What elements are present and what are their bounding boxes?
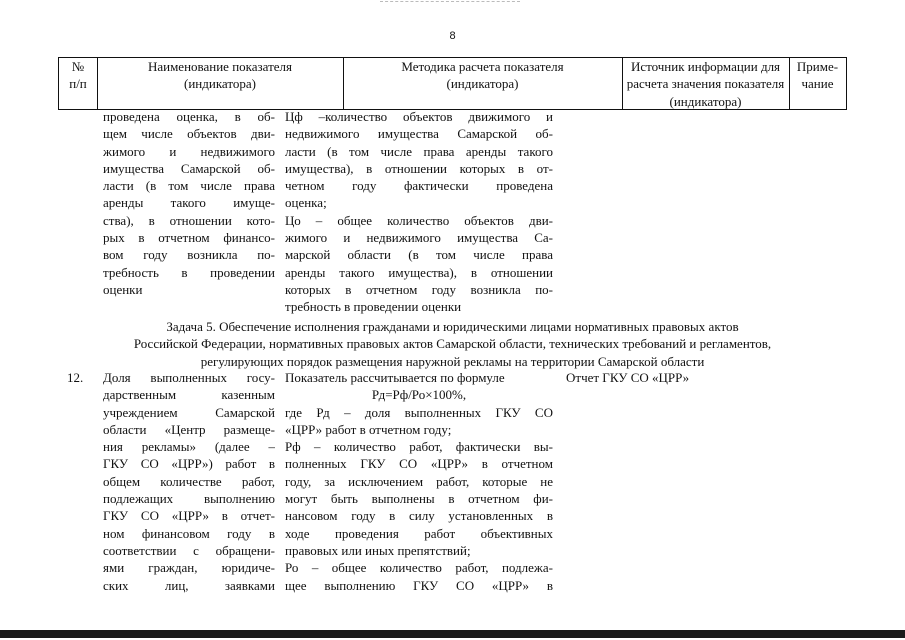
- header-source-line: расчета значения показателя: [626, 76, 785, 92]
- header-note-line: Приме-: [796, 59, 839, 74]
- row-12-number: 12.: [67, 370, 84, 385]
- text-line: которых в отчетном году возникла по-: [285, 281, 553, 297]
- table-header: [58, 57, 847, 110]
- header-method: [343, 58, 622, 109]
- task-line: регулирующих порядок размещения наружной рекламы на территории Самарской области: [200, 353, 705, 369]
- header-note: [789, 58, 846, 109]
- header-note-line: чание: [801, 76, 834, 92]
- text-line: ласти (в том числе права: [103, 178, 275, 194]
- task-line: Задача 5. Обеспечение исполнения гражданами и юридическими лицами нормативных правовых актов: [166, 319, 739, 334]
- text-line: ходе проведения работ объективных: [285, 525, 553, 541]
- text-line: учреждением Самарской: [103, 404, 275, 420]
- text-line: аренды такого имуще-: [103, 195, 275, 211]
- row-cont-method: [285, 108, 553, 316]
- text-line: четном году фактически проведена: [285, 178, 553, 194]
- text-line: правовых или иных препятствий;: [285, 542, 471, 558]
- text-line: соответствии с обращени-: [103, 542, 275, 558]
- text-line: «ЦРР» работ в отчетном году;: [285, 421, 452, 437]
- text-line: ласти (в том числе права аренды такого: [285, 143, 553, 159]
- task-5-heading: [58, 318, 847, 370]
- row-cont-name: [103, 108, 275, 298]
- text-line: Цо – общее количество объектов дви-: [285, 212, 553, 228]
- text-line: имущества Самарской об-: [103, 160, 275, 176]
- header-number: [59, 58, 97, 109]
- text-line: рых в отчетном финансо-: [103, 230, 275, 246]
- text-line: щем числе объектов дви-: [103, 126, 275, 142]
- text-line: марской области (в том числе права: [285, 247, 553, 263]
- text-line: требность в проведении: [103, 264, 275, 280]
- row-12-name: [103, 369, 275, 594]
- text-line: где Рд – доля выполненных ГКУ СО: [285, 404, 553, 420]
- text-line: ями граждан, юридиче-: [103, 560, 275, 576]
- text-line: могут быть выполнены в отчетном фи-: [285, 491, 553, 507]
- text-line: аренды такого имущества), в отношении: [285, 264, 553, 280]
- header-name-line: Наименование показателя: [147, 59, 293, 74]
- text-line: нансовом году в силу установленных в: [285, 508, 553, 524]
- row-12-source: Отчет ГКУ СО «ЦРР»: [566, 370, 690, 385]
- text-line: ства), в отношении кото-: [103, 212, 275, 228]
- header-method-line: (индикатора): [446, 76, 519, 92]
- task-line: Российской Федерации, нормативных правовых актов Самарской области, технических требований и регламентов,: [133, 336, 772, 352]
- text-line: году, за исключением работ, которые не: [285, 473, 553, 489]
- formula: Рд=Рф/Ро×100%,: [371, 387, 467, 403]
- text-line: Ро – общее количество работ, подлежа-: [285, 560, 553, 576]
- text-line: полненных ГКУ СО «ЦРР» в отчетном: [285, 456, 553, 472]
- text-line: ГКУ СО «ЦРР» в отчет-: [103, 508, 275, 524]
- text-line: Цф –количество объектов движимого и: [285, 109, 553, 124]
- text-line: вом году возникла по-: [103, 247, 275, 263]
- text-line: жимого и недвижимого: [103, 143, 275, 159]
- text-line: проведена оценка, в об-: [103, 109, 275, 124]
- header-source-line: (индикатора): [669, 93, 742, 109]
- header-method-line: Методика расчета показателя: [401, 59, 564, 74]
- top-dashed-rule: [380, 1, 520, 2]
- text-line: ния рекламы» (далее –: [103, 439, 275, 455]
- header-number-line: п/п: [69, 76, 87, 92]
- text-line: общем количестве работ,: [103, 473, 275, 489]
- header-number-line: №: [71, 59, 85, 74]
- page-number: 8: [449, 30, 456, 42]
- text-line: Доля выполненных госу-: [103, 370, 275, 385]
- text-line: щее выполнению ГКУ СО «ЦРР» в: [285, 577, 553, 593]
- header-source-line: Источник информации для: [630, 59, 781, 74]
- header-source: [622, 58, 789, 109]
- row-12-method: [285, 369, 553, 594]
- text-line: оценки: [103, 281, 143, 297]
- text-line: жимого и недвижимого имущества Са-: [285, 230, 553, 246]
- header-name-line: (индикатора): [184, 76, 256, 92]
- text-line: ном финансовом году в: [103, 525, 275, 541]
- text-line: подлежащих выполнению: [103, 491, 275, 507]
- text-line: дарственным казенным: [103, 387, 275, 403]
- text-line: требность в проведении оценки: [285, 299, 462, 315]
- header-indicator-name: [97, 58, 343, 109]
- text-line: области «Центр размеще-: [103, 421, 275, 437]
- text-line: ских лиц, заявками: [103, 577, 275, 593]
- text-line: оценка;: [285, 195, 327, 211]
- text-line: ГКУ СО «ЦРР») работ в: [103, 456, 275, 472]
- page-bottom-edge: [0, 630, 905, 638]
- text-line: имущества), в отношении которых в от-: [285, 160, 553, 176]
- text-line: Показатель рассчитывается по формуле: [285, 370, 505, 385]
- text-line: недвижимого имущества Самарской об-: [285, 126, 553, 142]
- text-line: Рф – количество работ, фактически вы-: [285, 439, 553, 455]
